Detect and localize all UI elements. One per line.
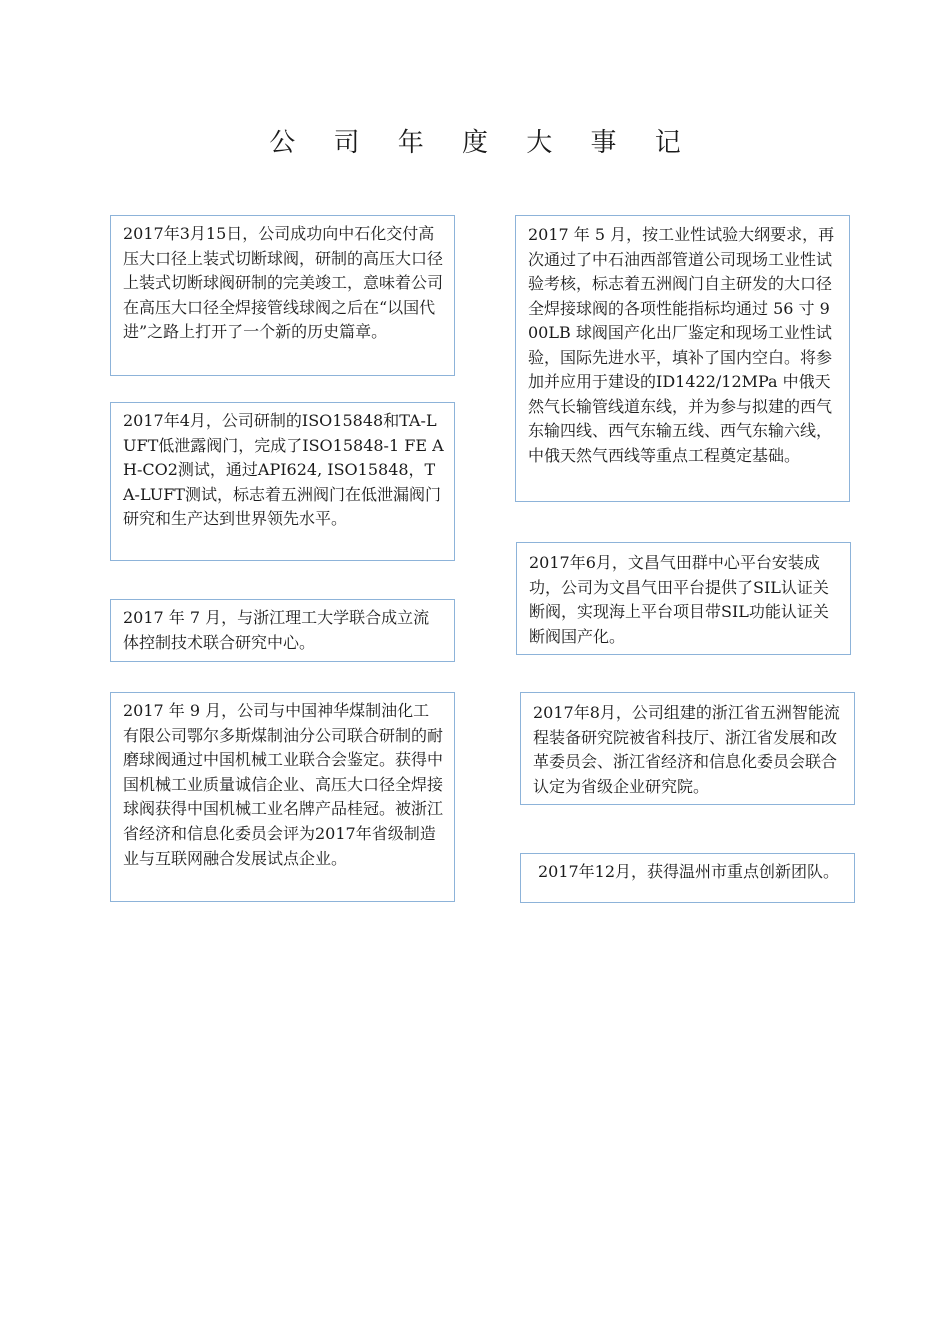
event-2017-june: 2017年6月，文昌气田群中心平台安装成功，公司为文昌气田平台提供了SIL认证关断阀，实现海上平台项目带SIL功能认证关断阀国产化。 [516,542,851,655]
page-title: 公 司 年 度 大 事 记 [269,128,696,158]
event-2017-august: 2017年8月，公司组建的浙江省五洲智能流程装备研究院被省科技厅、浙江省发展和改革委员会、浙江省经济和信息化委员会联合认定为省级企业研究院。 [520,692,855,805]
event-2017-may: 2017 年 5 月，按工业性试验大纲要求，再次通过了中石油西部管道公司现场工业性试验考核，标志着五洲阀门自主研发的大口径全焊接球阀的各项性能指标均通过 56 寸 900LB 球阀国产化出厂鉴定和现场工业性试验，国际先进水平，填补了国内空白。将参加并应用于建设的ID1422/12MPa 中俄天然气长输管线道东线，并为参与拟建的西气东输四线、西气东输五线、西气东输六线，中俄天然气西线等重点工程奠定基础。 [515,215,850,502]
event-2017-april: 2017年4月，公司研制的ISO15848和TA-LUFT低泄露阀门，完成了ISO15848-1 FE AH-CO2测试，通过API624, ISO15848，TA-LUFT测试，标志着五洲阀门在低泄漏阀门研究和生产达到世界领先水平。 [110,402,455,561]
event-2017-september: 2017 年 9 月，公司与中国神华煤制油化工有限公司鄂尔多斯煤制油分公司联合研制的耐磨球阀通过中国机械工业联合会鉴定。获得中国机械工业质量诚信企业、高压大口径全焊接球阀获得中国机械工业名牌产品桂冠。被浙江省经济和信息化委员会评为2017年省级制造业与互联网融合发展试点企业。 [110,692,455,902]
event-2017-december: 2017年12月，获得温州市重点创新团队。 [520,853,855,903]
event-2017-july: 2017 年 7 月，与浙江理工大学联合成立流体控制技术联合研究中心。 [110,599,455,662]
event-2017-march: 2017年3月15日，公司成功向中石化交付高压大口径上装式切断球阀，研制的高压大口径上装式切断球阀研制的完美竣工，意味着公司在高压大口径全焊接管线球阀之后在“以国代进”之路上打开了一个新的历史篇章。 [110,215,455,376]
